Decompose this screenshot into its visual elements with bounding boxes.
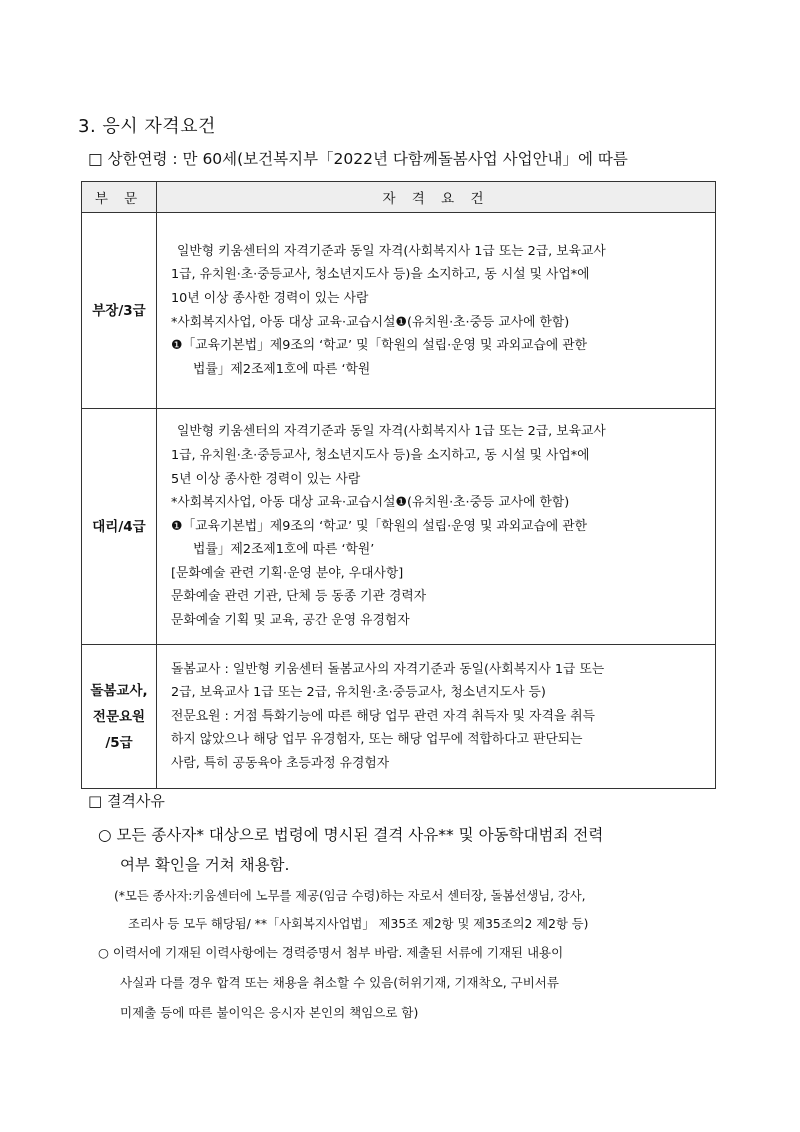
requirement-line: 법률」제2조제1호에 따른 ‘학원: [193, 361, 371, 377]
requirement-line: [문화예술 관련 기획·운영 분야, 우대사항]: [171, 565, 404, 581]
requirement-line: 5년 이상 종사한 경력이 있는 사람: [171, 471, 361, 487]
table-row: [82, 645, 716, 789]
requirement-line: 1급, 유치원·초·중등교사, 청소년지도사 등)을 소지하고, 동 시설 및 사업*에: [171, 447, 590, 463]
section-title: 3. 응시 자격요건: [78, 116, 216, 137]
category-label: 돌봄교사,: [90, 682, 148, 699]
requirement-line: *사회복지사업, 아동 대상 교육·교습시설❶(유치원·초·중등 교사에 한함): [171, 495, 570, 511]
disqualification-item: [98, 820, 603, 880]
requirement-line: 문화예술 기획 및 교육, 공간 운영 유경험자: [171, 613, 410, 629]
qualification-table: [81, 181, 716, 789]
resume-line: 미제출 등에 따른 불이익은 응시자 본인의 책임으로 함): [120, 1005, 419, 1020]
resume-note: [98, 938, 563, 1028]
requirements-cell: [157, 409, 716, 645]
requirement-line: 10년 이상 종사한 경력이 있는 사람: [171, 290, 369, 306]
requirement-line: 사람, 특히 공동육아 초등과정 유경험자: [171, 755, 390, 771]
category-cell: [82, 213, 157, 409]
header-category: 부 문: [82, 182, 157, 213]
age-limit-text: □ 상한연령 : 만 60세(보건복지부「2022년 다함께돌봄사업 사업안내」에 따름: [88, 150, 628, 168]
requirement-line: 1급, 유치원·초·중등교사, 청소년지도사 등)을 소지하고, 동 시설 및 사업*에: [171, 267, 590, 283]
requirement-line: 법률」제2조제1호에 따른 ‘학원’: [193, 542, 375, 558]
table-row: [82, 213, 716, 409]
requirement-line: 전문요원 : 거점 특화기능에 따른 해당 업무 관련 자격 취득자 및 자격을 취득: [171, 708, 595, 724]
category-cell: [82, 409, 157, 645]
requirement-line: 하지 않았으나 해당 업무 유경험자, 또는 해당 업무에 적합하다고 판단되는: [171, 732, 583, 748]
category-label: 부장/3급: [92, 302, 146, 319]
requirements-cell: [157, 645, 716, 789]
resume-line: ○ 이력서에 기재된 이력사항에는 경력증명서 첨부 바람. 제출된 서류에 기재된 내용이: [98, 945, 564, 960]
requirement-line: 문화예술 관련 기관, 단체 등 동종 기관 경력자: [171, 589, 427, 605]
table-row: [82, 409, 716, 645]
requirement-line: 돌봄교사 : 일반형 키움센터 돌봄교사의 자격기준과 동일(사회복지사 1급 또는: [171, 661, 605, 677]
table-header-row: [82, 182, 716, 213]
category-label: 전문요원: [92, 708, 146, 725]
disqualification-line: ○ 모든 종사자* 대상으로 법령에 명시된 결격 사유** 및 아동학대범죄 전력: [98, 826, 604, 844]
header-requirements: 자 격 요 건: [157, 182, 716, 213]
disqualification-line: 여부 확인을 거쳐 채용함.: [120, 856, 290, 874]
disqualification-title: □ 결격사유: [88, 792, 165, 810]
requirement-line: ❶「교육기본법」제9조의 ‘학교’ 및「학원의 설립·운영 및 과외교습에 관한: [171, 338, 588, 354]
requirement-line: *사회복지사업, 아동 대상 교육·교습시설❶(유치원·초·중등 교사에 한함): [171, 314, 570, 330]
requirement-line: ❶「교육기본법」제9조의 ‘학교’ 및「학원의 설립·운영 및 과외교습에 관한: [171, 518, 588, 534]
note-line: 조리사 등 모두 해당됨/ **「사회복지사업법」 제35조 제2항 및 제35조의2 제2항 등): [128, 917, 589, 931]
category-cell: [82, 645, 157, 789]
category-label: /5급: [105, 734, 133, 751]
requirement-line: 일반형 키움센터의 자격기준과 동일 자격(사회복지사 1급 또는 2급, 보육교사: [177, 424, 606, 440]
requirement-line: 일반형 키움센터의 자격기준과 동일 자격(사회복지사 1급 또는 2급, 보육교사: [177, 243, 606, 259]
note-line: (*모든 종사자:키움센터에 노무를 제공(임금 수령)하는 자로서 센터장, 돌봄선생님, 강사,: [114, 889, 586, 903]
requirements-cell: [157, 213, 716, 409]
resume-line: 사실과 다를 경우 합격 또는 채용을 취소할 수 있음(허위기재, 기재착오, 구비서류: [120, 975, 559, 990]
disqualification-note: [114, 882, 588, 938]
requirement-line: 2급, 보육교사 1급 또는 2급, 유치원·초·중등교사, 청소년지도사 등): [171, 685, 546, 701]
category-label: 대리/4급: [92, 518, 146, 535]
